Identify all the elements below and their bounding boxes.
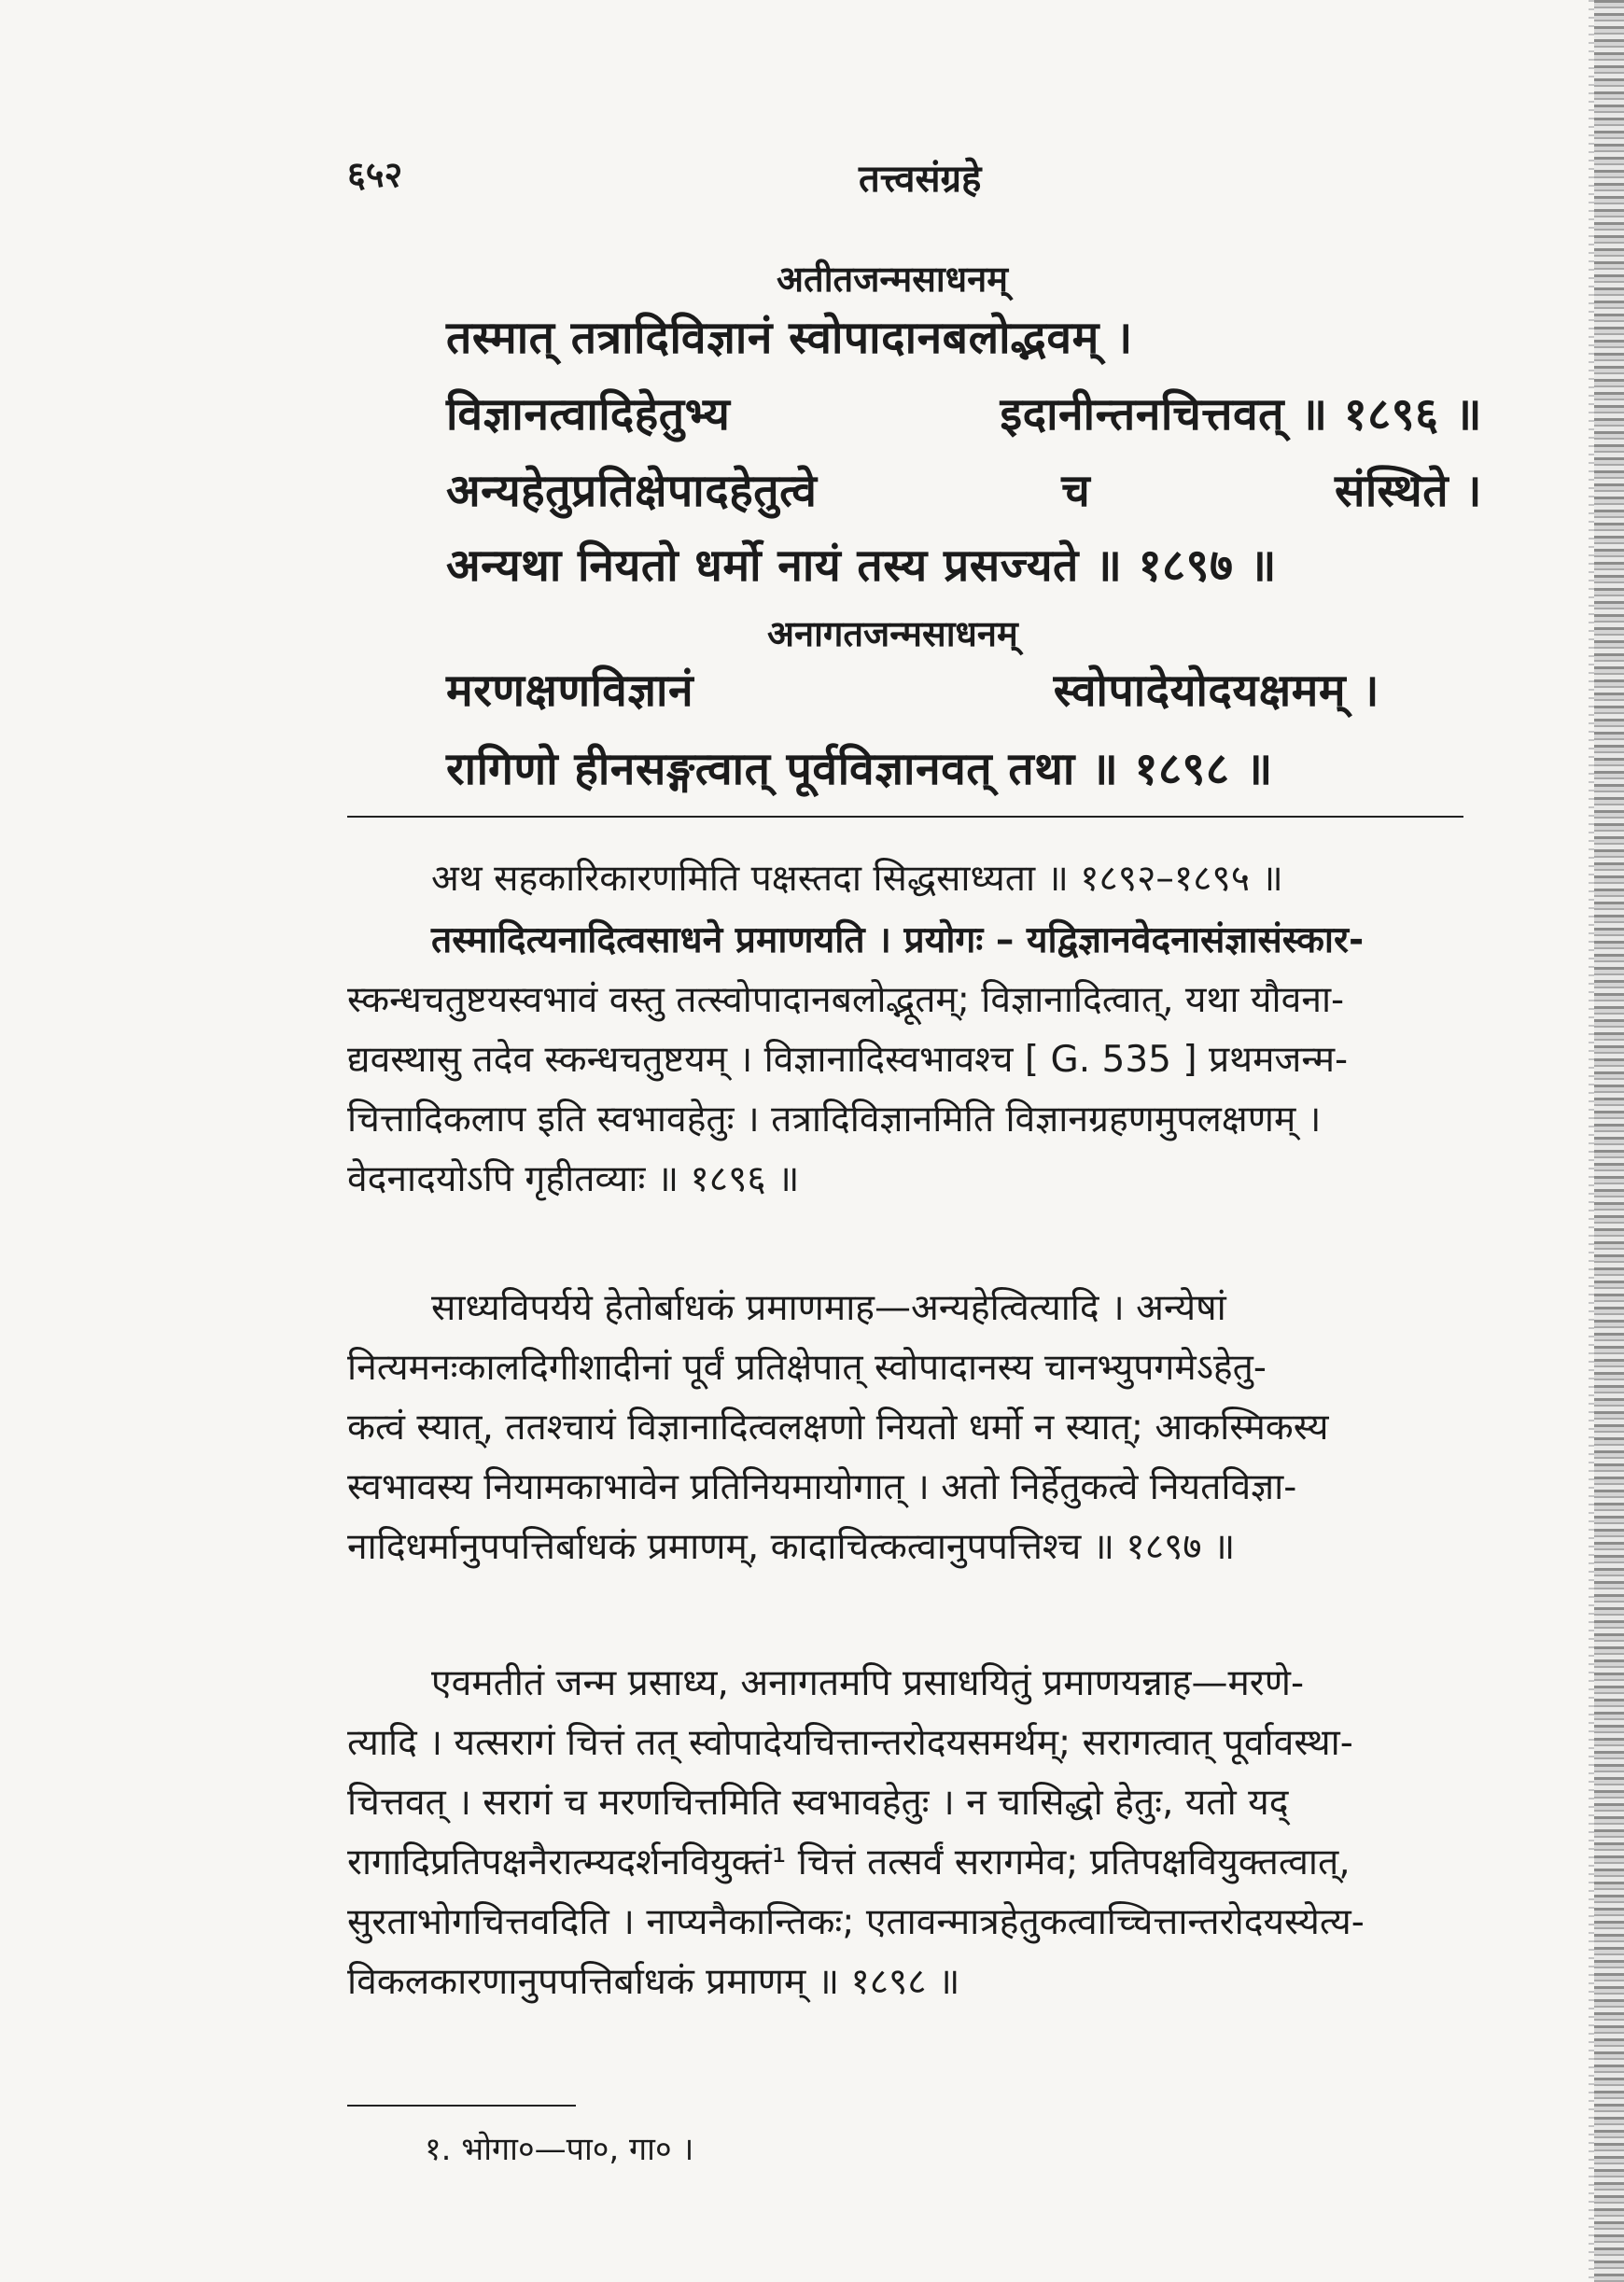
verse-text: अन्यहेतुप्रतिक्षेपादहेतुत्वे xyxy=(446,465,818,517)
page-edge-shadow xyxy=(1594,0,1624,2282)
verse-line-6 xyxy=(446,737,1273,798)
verse-text: अन्यथा नियतो धर्मो नायं तस्य प्रसज्यते ॥ १८९७ ॥ xyxy=(446,539,1277,592)
commentary-line: स्कन्धचतुष्टयस्वभावं वस्तु तत्स्वोपादानबलोद्भूतम्; विज्ञानादित्वात्, यथा यौवना- xyxy=(347,979,1345,1021)
commentary-line: नित्यमनःकालदिगीशादीनां पूर्वं प्रतिक्षेपात् स्वोपादानस्य चानभ्युपगमेऽहेतु- xyxy=(347,1347,1267,1389)
section-heading-atita: अतीतजन्मसाधनम् xyxy=(777,259,1008,300)
verse-text: इदानीन्तनचित्तवत् ॥ १८९६ ॥ xyxy=(1000,388,1482,441)
commentary-line: चित्तवत् । सरागं च मरणचित्तमिति स्वभावहेतुः । न चासिद्धो हेतुः, यतो यद् xyxy=(347,1782,1289,1824)
verse-text: तस्मात् तत्रादिविज्ञानं स्वोपादानबलोद्भवम् । xyxy=(446,312,1133,364)
verse-line-1 xyxy=(446,306,1133,367)
verse-text: च xyxy=(1061,465,1091,517)
commentary-line: विकलकारणानुपपत्तिर्बाधकं प्रमाणम् ॥ १८९८ ॥ xyxy=(347,1961,960,2003)
verse-line-4 xyxy=(446,534,1277,595)
verse-text: मरणक्षणविज्ञानं xyxy=(446,665,694,717)
commentary-line: स्वभावस्य नियामकाभावेन प्रतिनियमायोगात् । अतो निर्हेतुकत्वे नियतविज्ञा- xyxy=(347,1466,1297,1508)
commentary-line: नादिधर्मानुपपत्तिर्बाधकं प्रमाणम्, कादाचित्कत्वानुपपत्तिश्च ॥ १८९७ ॥ xyxy=(347,1526,1236,1568)
commentary-paragraph-3 xyxy=(347,1279,1463,1577)
commentary-line: रागादिप्रतिपक्षनैरात्म्यदर्शनवियुक्तं¹ चित्तं तत्सर्वं सरागमेव; प्रतिपक्षवियुक्तत्वात्, xyxy=(347,1841,1351,1883)
verse-line-2 xyxy=(446,383,1482,443)
commentary-line: अथ सहकारिकारणमिति पक्षस्तदा सिद्धसाध्यता ॥ १८९२–१८९५ ॥ xyxy=(431,858,1283,900)
commentary-paragraph-2 xyxy=(347,911,1463,1210)
commentary-line: सुरताभोगचित्तवदिति । नाप्यनैकान्तिकः; एतावन्मात्रहेतुकत्वाच्चित्तान्तरोदयस्येत्य- xyxy=(347,1901,1365,1943)
commentary-line: तस्मादित्यनादित्वसाधने प्रमाणयति । प्रयोगः – यद्विज्ञानवेदनासंज्ञासंस्कार- xyxy=(431,919,1365,961)
commentary-line: एवमतीतं जन्म प्रसाध्य, अनागतमपि प्रसाधयितुं प्रमाणयन्नाह—मरणे- xyxy=(431,1662,1305,1704)
running-title: तत्त्वसंग्रहे xyxy=(859,158,982,201)
section-heading-anagata: अनागतजन्मसाधनम् xyxy=(767,613,1018,654)
commentary-paragraph-4 xyxy=(347,1654,1463,2012)
verse-text: संस्थिते । xyxy=(1334,465,1482,517)
verse-line-5 xyxy=(446,659,1379,720)
commentary-line: द्यवस्थासु तदेव स्कन्धचतुष्टयम् । विज्ञानादिस्वभावश्च [ G. 535 ] प्रथमजन्म- xyxy=(347,1039,1349,1081)
commentary-line: चित्तादिकलाप इति स्वभावहेतुः । तत्रादिविज्ञानमिति विज्ञानग्रहणमुपलक्षणम् । xyxy=(347,1099,1322,1141)
commentary-line: साध्यविपर्यये हेतोर्बाधकं प्रमाणमाह—अन्यहेत्वित्यादि । अन्येषां xyxy=(431,1287,1226,1329)
page-number: ६५२ xyxy=(347,154,403,195)
verse-text: स्वोपादेयोदयक्षमम् । xyxy=(1053,665,1379,717)
commentary-line: कत्वं स्यात्, ततश्चायं विज्ञानादित्वलक्षणो नियतो धर्मो न स्यात्; आकस्मिकस्य xyxy=(347,1407,1329,1449)
commentary-line: त्यादि । यत्सरागं चित्तं तत् स्वोपादेयचित्तान्तरोदयसमर्थम्; सरागत्वात् पूर्वावस्था- xyxy=(347,1722,1353,1764)
commentary-paragraph-1 xyxy=(347,849,1463,909)
verse-text: विज्ञानत्वादिहेतुभ्य xyxy=(446,388,731,441)
verse-commentary-divider xyxy=(347,816,1463,818)
commentary-line: वेदनादयोऽपि गृहीतव्याः ॥ १८९६ ॥ xyxy=(347,1158,800,1200)
footnote: १. भोगा०—पा०, गा० । xyxy=(425,2131,694,2168)
verse-text: रागिणो हीनसङ्गत्वात् पूर्वविज्ञानवत् तथा ॥ १८९८ ॥ xyxy=(446,743,1273,795)
footnote-divider xyxy=(347,2105,576,2107)
verse-line-3 xyxy=(446,459,1482,520)
